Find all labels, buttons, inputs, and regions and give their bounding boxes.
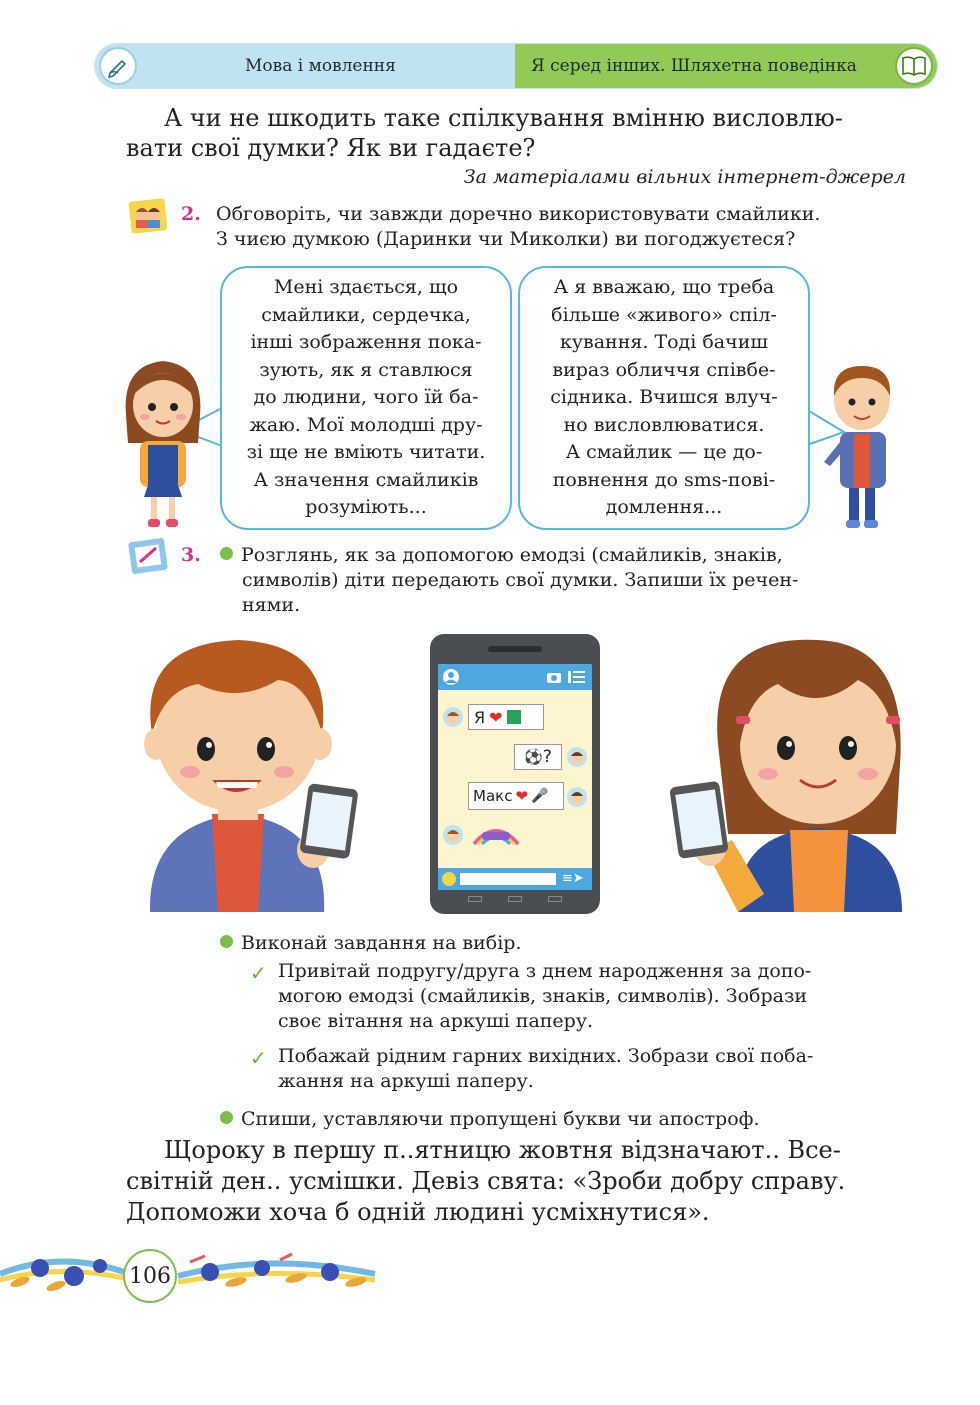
bullet-icon [220, 1111, 233, 1124]
exercise-line-3: Допоможи хоча б одній людині усміхнутися». [126, 1198, 710, 1226]
checkmark-icon: ✓ [250, 1046, 267, 1070]
write-sticker-icon [126, 536, 170, 576]
message-3-word: Макс [473, 787, 513, 805]
task-2-line-1: Обговоріть, чи завжди доречно використовувати смайлики. [216, 203, 821, 225]
message-input[interactable] [460, 873, 556, 885]
header-section-left [95, 44, 515, 88]
task-3-number: 3. [181, 544, 201, 566]
option-1-line: могою емодзі (смайликів, знаків, символів). Зобрази [278, 985, 807, 1007]
speech-bubble-mykolka [518, 266, 810, 530]
bubble-right-line: но висловлюватися. [563, 413, 765, 436]
user-icon [442, 668, 460, 686]
option-1-line: своє вітання на аркуші паперу. [278, 1010, 594, 1032]
avatar-girl-icon [566, 746, 588, 768]
birthday-sticker-icon [470, 818, 522, 848]
choice-label [220, 931, 522, 956]
phone-nav-buttons [468, 896, 562, 904]
bubble-left-line: смайлики, сердечка, [261, 303, 471, 326]
girl-with-phone-illustration [668, 634, 910, 914]
floral-ornament [0, 1242, 380, 1304]
intro-line-1: А чи не шкодить таке спілкування вмінню висловлю- [164, 104, 843, 132]
bubble-right-line: повнення до sms-пові- [552, 468, 776, 491]
option-1-line: Привітай подругу/друга з днем народження за допо- [278, 960, 812, 982]
bubble-left-line: Мені здається, що [273, 276, 459, 298]
bubble-right-line: А смайлик — це до- [565, 441, 763, 463]
copy-label-text: Спиши, уставляючи пропущені букви чи апостроф. [241, 1108, 760, 1130]
heart-icon: ❤ [515, 787, 529, 805]
bubble-right-line: сідника. Вчишся влуч- [550, 386, 778, 408]
source-citation: За матеріалами вільних інтернет-джерел [463, 166, 906, 188]
task-3-line-3: нями. [242, 594, 301, 616]
message-3 [468, 782, 564, 810]
task-2-text [216, 202, 916, 252]
avatar-boy-icon [442, 824, 464, 846]
message-1 [468, 704, 544, 730]
menu-icon [568, 670, 586, 684]
bubble-right-line: А я вважаю, що треба [553, 276, 775, 298]
microphone-icon: 🎤 [531, 788, 549, 804]
page-number-badge [123, 1249, 177, 1303]
heart-icon: ❤ [489, 707, 503, 727]
header-title-left: Мова і мовлення [245, 56, 396, 76]
task-3-line-1 [220, 543, 910, 568]
message-2-symbol: ? [542, 747, 552, 767]
intro-line-2: вати свої думки? Як ви гадаєте? [126, 134, 536, 162]
boy-with-phone-illustration [128, 634, 360, 914]
message-1-word: Я [474, 707, 486, 727]
bullet-icon [220, 547, 233, 560]
phone-app-bar [438, 664, 592, 690]
bubble-left-line: зують, як я ставлюся [259, 358, 473, 381]
phone-mockup [430, 634, 600, 914]
home-button-icon [508, 896, 522, 902]
bullet-icon [220, 935, 233, 948]
option-2-text [278, 1044, 908, 1094]
exercise-line-2: світній ден.. усмішки. Девіз свята: «Зроби добру справу. [126, 1167, 846, 1195]
task-3-text [220, 543, 910, 618]
girl-darynka-illustration [118, 355, 208, 533]
bubble-left-line: зі ще не вміють читати. [246, 441, 486, 463]
emoji-icon[interactable] [442, 872, 456, 886]
avatar-girl-icon [566, 786, 588, 808]
speech-bubble-darynka [220, 266, 512, 530]
option-2-line: Побажай рідним гарних вихідних. Зобрази свої поба- [278, 1045, 814, 1067]
book-icon [895, 47, 933, 85]
message-2 [514, 744, 562, 770]
task-2-line-2: З чиєю думкою (Даринки чи Миколки) ви погоджуєтеся? [216, 228, 796, 250]
bubble-left-line: А значення смайликів [253, 468, 479, 491]
bubble-right-line: кування. Тоді бачиш [559, 331, 769, 353]
pen-icon [99, 47, 137, 85]
chat-input-bar[interactable] [438, 868, 592, 890]
bubble-left-line: інші зображення пока- [250, 331, 482, 353]
send-icon[interactable]: ≡➤ [562, 871, 584, 886]
copy-label [220, 1107, 760, 1132]
phone-screen [438, 664, 592, 890]
intro-paragraph [126, 103, 910, 163]
task-3-line-1-text: Розглянь, як за допомогою емодзі (смайликів, знаків, [241, 544, 783, 566]
choice-label-text: Виконай завдання на вибір. [241, 932, 522, 954]
back-button-icon [468, 896, 482, 902]
exercise-paragraph [126, 1135, 910, 1228]
bubble-right-line: вираз обличчя співбе- [552, 358, 776, 381]
phone-speaker [488, 646, 542, 652]
bubble-left-line: до людини, чого їй ба- [253, 386, 479, 408]
task-3-line-2: символів) діти передають свої думки. Запиши їх речен- [242, 569, 799, 591]
bubble-left-line: розуміють... [305, 496, 427, 518]
camera-icon [546, 670, 562, 684]
option-2-line: жання на аркуші паперу. [278, 1070, 534, 1092]
bubble-right-line: більше «живого» спіл- [551, 303, 777, 326]
checkmark-icon: ✓ [250, 961, 267, 985]
recent-button-icon [548, 896, 562, 902]
exercise-line-1: Щороку в першу п..ятницю жовтня відзначают.. Все- [164, 1136, 841, 1164]
task-2-number: 2. [181, 203, 201, 225]
header-title-right: Я серед інших. Шляхетна поведінка [531, 56, 857, 76]
book-emoji-icon [507, 710, 521, 724]
bubble-right-line: домлення... [605, 496, 723, 518]
page-number: 106 [129, 1263, 171, 1289]
boy-mykolka-illustration [822, 360, 902, 535]
discuss-sticker-icon [126, 196, 170, 236]
header-section-right [515, 44, 937, 88]
avatar-boy-icon [442, 706, 464, 728]
option-1-text [278, 959, 908, 1034]
bubble-left-line: жаю. Мої молодші дру- [249, 413, 483, 436]
soccer-ball-icon: ⚽ [524, 748, 543, 766]
page-header [95, 44, 937, 88]
